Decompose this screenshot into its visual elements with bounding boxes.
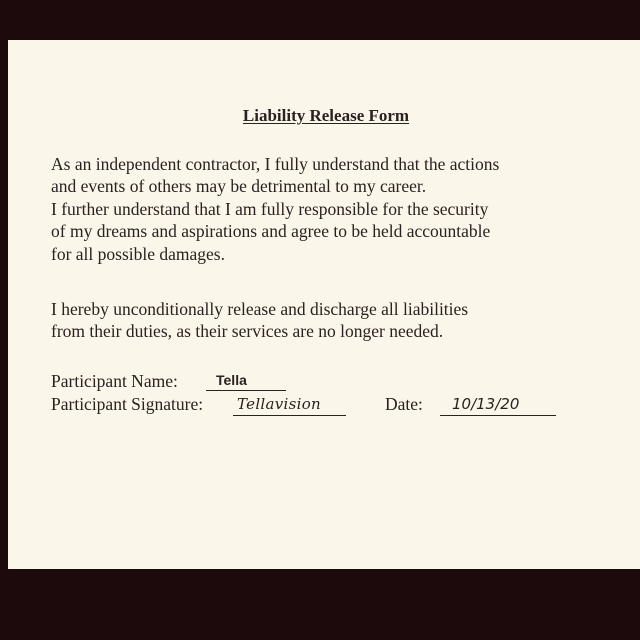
participant-signature-field[interactable]: Tellavision (233, 392, 346, 416)
paragraph-line: for all possible damages. (51, 243, 225, 264)
participant-name-field[interactable]: Tella (206, 369, 286, 391)
paragraph-line: I further understand that I am fully responsible for the security (51, 198, 489, 219)
date-label: Date: (385, 394, 423, 414)
paragraph-line: of my dreams and aspirations and agree to be held accountable (51, 221, 491, 242)
paragraph-contractor-statement (51, 153, 611, 265)
paragraph-line: I hereby unconditionally release and discharge all liabilities (51, 299, 469, 319)
paragraph-line: and events of others may be detrimental to my career. (51, 176, 427, 197)
participant-signature-label: Participant Signature: (51, 394, 204, 414)
paragraph-line: from their duties, as their services are no longer needed. (51, 321, 444, 342)
paragraph-line: As an independent contractor, I fully understand that the actions (51, 154, 500, 174)
form-title: Liability Release Form (242, 106, 410, 125)
paragraph-release-statement (51, 298, 611, 343)
date-field[interactable]: 10/13/20 (440, 392, 556, 416)
participant-name-label: Participant Name: (51, 371, 178, 391)
